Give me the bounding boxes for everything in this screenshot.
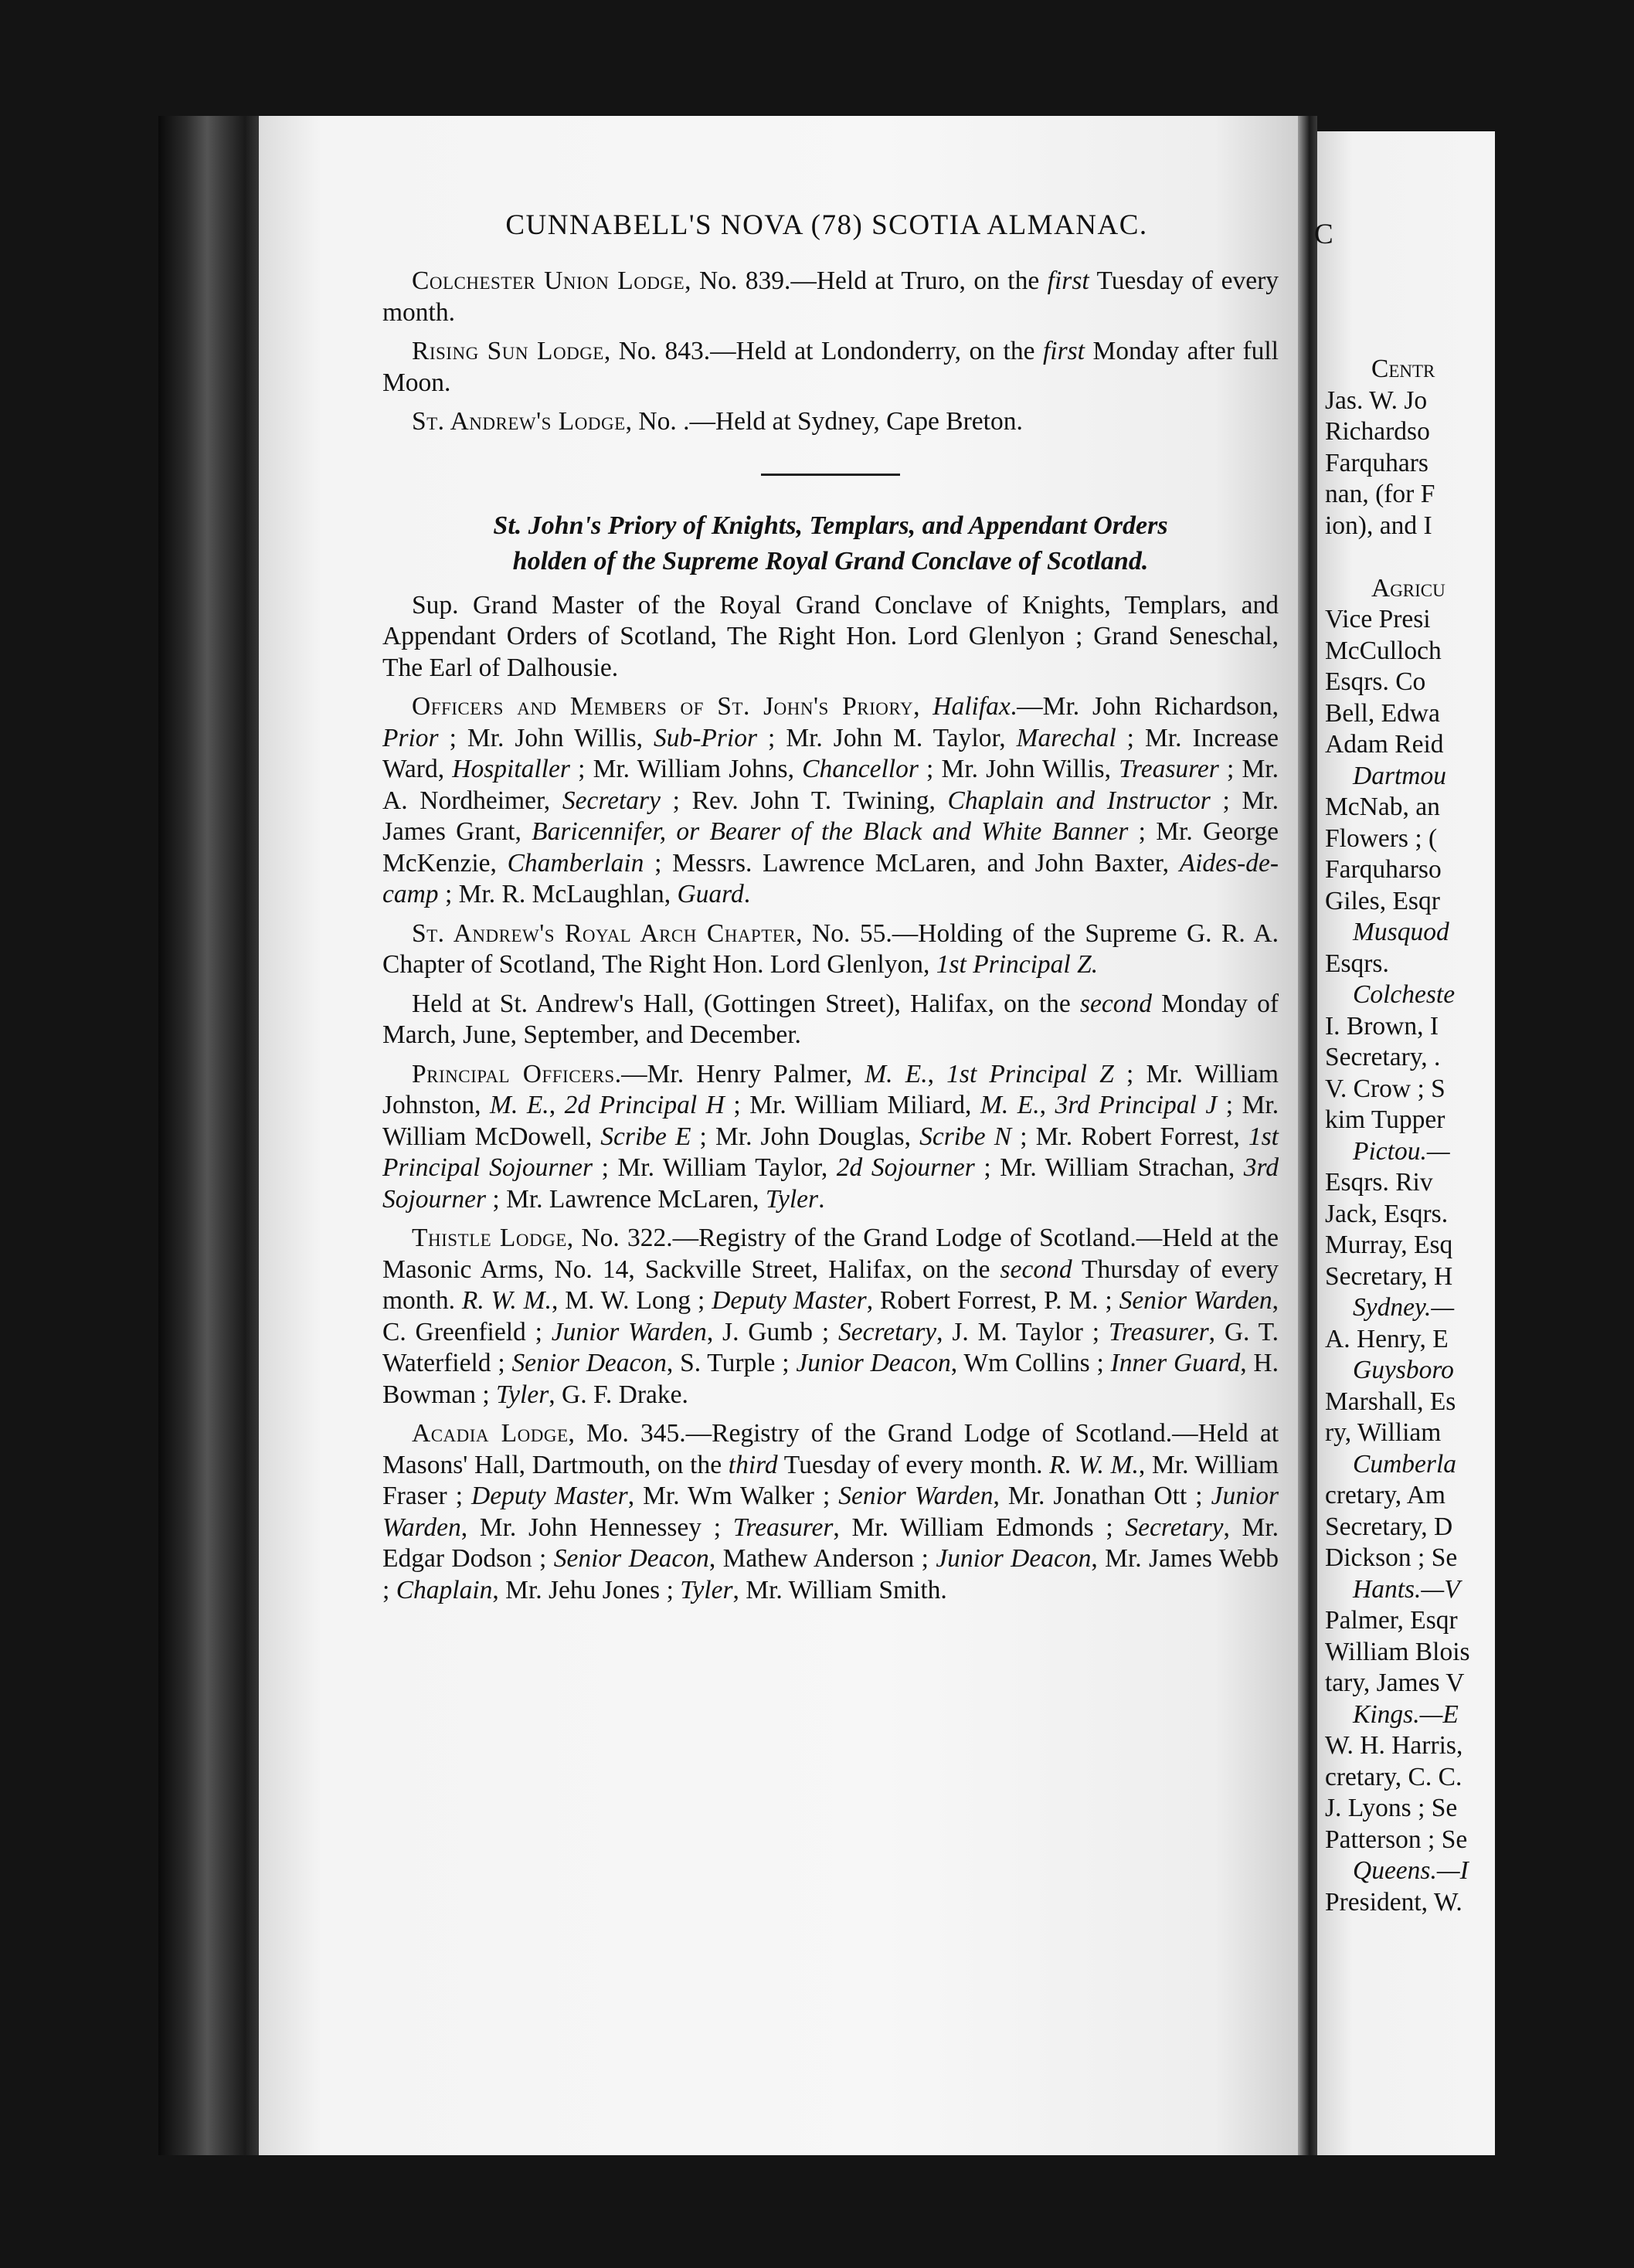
meeting-detail: Monday of March, June, September, and December. — [382, 989, 1279, 1049]
facing-page-line: ry, William — [1325, 1418, 1442, 1447]
facing-page-line: Dickson ; Se — [1325, 1543, 1458, 1572]
lodge-detail: , Mo. 345.—Registry of the Grand Lodge of Scotland.—Held at Masons' Hall, Dartmouth, on the — [382, 1419, 1279, 1479]
page-content — [382, 209, 1279, 1614]
officer-role: 1st Principal Sojourner — [382, 1122, 1279, 1182]
facing-page-line: tary, James V — [1325, 1669, 1465, 1697]
facing-page-line — [1325, 542, 1634, 573]
officer-name: Mr. James Grant — [382, 786, 1279, 846]
facing-page-line: Palmer, Esqr — [1325, 1606, 1458, 1635]
officer-name: S. Turple — [680, 1349, 776, 1377]
officer-title: Tyler — [496, 1380, 549, 1409]
officer-title: M. E. — [865, 1059, 928, 1088]
officer-name: Mathew Anderson — [722, 1544, 915, 1573]
officer-title: Treasurer — [1108, 1317, 1209, 1346]
chapter-detail: , No. 55.—Holding of the Supreme G. R. A. Chapter of Scotland, The Right Hon. Lord Glenlyon, — [382, 918, 1279, 979]
facing-page-line: Secretary, . — [1325, 1043, 1441, 1071]
officer-role: Tyler — [765, 1184, 819, 1214]
facing-page-line: cretary, C. C. — [1325, 1762, 1462, 1791]
officer-name: Mr. Lawrence McLaren — [506, 1184, 753, 1214]
facing-page-line: Dartmou — [1353, 761, 1446, 790]
lodge-name: Acadia Lodge — [412, 1419, 569, 1448]
lodge-day: first — [1047, 267, 1089, 295]
facing-page-line: Pictou.— — [1353, 1136, 1450, 1166]
left-page — [259, 116, 1298, 2155]
officer-title: Treasurer — [1119, 755, 1219, 783]
officer-title: Junior Deacon — [796, 1349, 951, 1377]
officer-name: Mr. William Johnston — [382, 1059, 1279, 1119]
officer-name: Mr. Robert Forrest — [1035, 1122, 1234, 1151]
officers-lead: Officers and Members of St. John's Priory — [412, 692, 914, 721]
principal-lead: Principal Officers — [412, 1059, 615, 1088]
lodge-entry — [382, 336, 1279, 399]
facing-page-line: Bell, Edwa — [1325, 698, 1440, 728]
officer-name: C. Greenfield — [382, 1317, 526, 1346]
royal-arch-meeting — [382, 989, 1279, 1051]
officer-name: Mr. William Strachan — [1000, 1153, 1228, 1182]
lodge-detail: , No. .—Held at Sydney, Cape Breton. — [625, 407, 1023, 436]
officer-title: Marechal — [1016, 723, 1116, 752]
facing-page-line: Sydney.— — [1353, 1293, 1455, 1322]
officer-role: 2d Principal H — [564, 1091, 725, 1119]
facing-page-line — [1325, 323, 1634, 355]
facing-page-line: Guysboro — [1353, 1356, 1454, 1384]
section-heading-line1: St. John's Priory of Knights, Templars, and Appendant Orders — [493, 511, 1168, 540]
officer-name: Mr. Henry Palmer — [647, 1059, 846, 1088]
officer-title: Junior Warden — [551, 1317, 707, 1346]
officer-name: Mr. Jonathan Ott — [1007, 1482, 1187, 1510]
facing-page-line: J. Lyons ; Se — [1325, 1794, 1458, 1822]
facing-page-line: Patterson ; Se — [1325, 1825, 1468, 1854]
lodge-detail: Tuesday of every month. — [382, 267, 1279, 327]
officer-title: Secretary — [562, 786, 661, 815]
royal-arch-chapter — [382, 918, 1279, 981]
sup-grand-master: Sup. Grand Master of the Royal Grand Conclave of Knights, Templars, and Appendant Orders of Scotland, The Right Hon. Lord Glenlyon ; Grand Seneschal, The Earl of Dalhousie. — [382, 590, 1279, 682]
lodge-detail: , No. 322.—Registry of the Grand Lodge of Scotland.—Held at the Masonic Arms, No. 14, Sackville Street, Halifax, on the — [382, 1224, 1279, 1284]
facing-page-line — [1325, 291, 1634, 323]
principal-officers: Principal Officers.—Mr. Henry Palmer, M. E., 1st Principal Z ; Mr. William Johnston, M. E., 2d Principal H ; Mr. William Miliard, M. E., 3rd Principal J ; Mr. William McDowell, Scribe E ; Mr. John Douglas, Scribe N ; Mr. Robert Forrest, 1st Principal Sojourner ; Mr. William Taylor, 2d Sojourner ; Mr. William Strachan, 3rd Sojourner ; Mr. Lawrence McLaren, Tyler. — [382, 1059, 1279, 1214]
facing-page-line: nan, (for F — [1325, 480, 1435, 508]
facing-page-line: McCulloch — [1325, 636, 1442, 665]
officer-title: R. W. M. — [1049, 1450, 1139, 1479]
officer-name: Robert Forrest, P. M. — [879, 1286, 1099, 1315]
lodge-entry — [382, 266, 1279, 328]
officer-name: Mr. William Smith. — [746, 1575, 947, 1604]
officer-role: Scribe E — [600, 1122, 691, 1151]
facing-page-line: Esqrs. Co — [1325, 667, 1426, 696]
facing-page-line: Giles, Esqr — [1325, 886, 1440, 915]
officers-place: Halifax — [933, 692, 1011, 721]
lodge-detail: Monday after full Moon. — [382, 337, 1279, 397]
chapter-principal: 1st Principal Z. — [936, 950, 1099, 979]
officer-title: M. E. — [490, 1091, 549, 1119]
officer-title: Hospitaller — [452, 755, 570, 783]
officer-name: Mr. Edgar Dodson — [382, 1513, 1279, 1573]
facing-page — [1314, 131, 1495, 2155]
facing-page-line: Cumberla — [1353, 1449, 1456, 1479]
officer-name: Mr. R. McLaughlan — [458, 880, 664, 908]
facing-page-line: Jas. W. Jo — [1325, 385, 1428, 415]
officer-name: Mr. John M. Taylor — [786, 723, 1000, 752]
facing-page-line: Colcheste — [1353, 980, 1456, 1009]
facing-page-line — [1325, 260, 1634, 292]
facing-page-text — [1325, 229, 1634, 1918]
facing-page-line: ion), and I — [1325, 511, 1432, 540]
facing-page-line: McNab, an — [1325, 793, 1440, 821]
officer-role: Scribe N — [919, 1122, 1012, 1151]
officer-title: Aides-de-camp — [382, 848, 1279, 908]
acadia-lodge: Acadia Lodge, Mo. 345.—Registry of the Grand Lodge of Scotland.—Held at Masons' Hall, Dartmouth, on the third Tuesday of every month. R. W. M., Mr. William Fraser ; Deputy Master, Mr. Wm Walker ; Senior Warden, Mr. Jonathan Ott ; Junior Warden, Mr. John Hennessey ; Treasurer, Mr. William Edmonds ; Secretary, Mr. Edgar Dodson ; Senior Deacon, Mathew Anderson ; Junior Deacon, Mr. James Webb ; Chaplain, Mr. Jehu Jones ; Tyler, Mr. William Smith. — [382, 1419, 1279, 1604]
officer-name: Mr. John Hennessey — [479, 1513, 702, 1542]
facing-page-header: C — [1314, 219, 1333, 250]
officer-name: Mr. Wm Walker — [643, 1482, 814, 1510]
officer-name: M. W. Long — [565, 1286, 691, 1315]
officer-title: Chancellor — [802, 755, 919, 783]
officer-role: 1st Principal Z — [946, 1059, 1114, 1088]
lodge-day: third — [728, 1450, 778, 1479]
chapter-name: St. Andrew's Royal Arch Chapter — [412, 918, 797, 948]
officer-name: Mr. George McKenzie — [382, 817, 1279, 878]
meeting-detail: Held at St. Andrew's Hall, (Gottingen Street), Halifax, on the — [412, 989, 1080, 1018]
facing-page-line: kim Tupper — [1325, 1105, 1445, 1134]
officer-title: Junior Warden — [382, 1482, 1279, 1542]
facing-page-line: Flowers ; ( — [1325, 823, 1438, 853]
officer-title: Secretary — [1125, 1513, 1224, 1542]
facing-page-line: Farquhars — [1325, 448, 1428, 477]
section-divider — [761, 474, 900, 476]
officer-title: Guard — [677, 880, 744, 908]
officer-name: Mr. John Douglas — [715, 1122, 905, 1151]
facing-page-line: Hants.—V — [1353, 1574, 1460, 1604]
officer-name: G. T. Waterfield — [382, 1317, 1279, 1377]
book-spine — [158, 116, 267, 2155]
officer-name: J. Gumb — [722, 1317, 814, 1346]
officer-title: Treasurer — [732, 1513, 834, 1542]
officer-title: Baricennifer, or Bearer of the Black and White Banner — [532, 817, 1129, 846]
facing-page-line: William Blois — [1325, 1637, 1470, 1666]
lodge-detail: , No. 839.—Held at Truro, on the — [685, 267, 1048, 295]
officer-name: Mr. A. Nordheimer — [382, 755, 1279, 815]
facing-page-line: Agricu — [1371, 573, 1445, 603]
facing-page-line: Kings.—E — [1353, 1699, 1459, 1729]
officer-role: 3rd Sojourner — [382, 1153, 1279, 1214]
lodge-name: St. Andrew's Lodge — [412, 407, 626, 436]
officer-title: Deputy Master — [471, 1482, 628, 1510]
officer-title: Deputy Master — [712, 1286, 867, 1315]
running-header: CUNNABELL'S NOVA (78) SCOTIA ALMANAC. — [505, 209, 1148, 241]
officer-title: Senior Warden — [1119, 1286, 1272, 1315]
facing-page-line: Jack, Esqrs. — [1325, 1199, 1449, 1228]
lodge-name: Thistle Lodge — [412, 1224, 567, 1252]
officer-title: Chaplain — [396, 1575, 493, 1604]
priory-officers: Officers and Members of St. John's Priory, Halifax.—Mr. John Richardson, Prior ; Mr. John Willis, Sub-Prior ; Mr. John M. Taylor, Marechal ; Mr. Increase Ward, Hospitaller ; Mr. William Johns, Chancellor ; Mr. John Willis, Treasurer ; Mr. A. Nordheimer, Secretary ; Rev. John T. Twining, Chaplain and Instructor ; Mr. James Grant, Baricennifer, or Bearer of the Black and White Banner ; Mr. George McKenzie, Chamberlain ; Messrs. Lawrence McLaren, and John Baxter, Aides-de-camp ; Mr. R. McLaughlan, Guard. — [382, 692, 1279, 908]
officer-name: Mr. William McDowell — [382, 1091, 1279, 1151]
facing-page-line: Secretary, H — [1325, 1261, 1453, 1291]
officer-title: Senior Deacon — [553, 1544, 709, 1573]
officer-name: Rev. John T. Twining — [691, 786, 929, 815]
officer-title: Prior — [382, 723, 439, 752]
officer-title: Chaplain and Instructor — [947, 786, 1211, 815]
officer-name: Wm Collins — [963, 1349, 1090, 1377]
facing-page-line: Musquod — [1353, 918, 1449, 946]
facing-page-line: Centr — [1371, 355, 1435, 383]
officer-title: Senior Deacon — [511, 1349, 667, 1377]
officer-name: Mr. Jehu Jones — [505, 1575, 661, 1604]
officer-role: 2d Sojourner — [836, 1153, 975, 1182]
officer-name: Mr. John Richardson — [1042, 692, 1272, 721]
officer-name: Mr. John Willis — [467, 723, 637, 752]
officer-role: 3rd Principal J — [1055, 1091, 1218, 1119]
lodge-day: second — [1000, 1255, 1072, 1284]
officer-title: Tyler — [680, 1575, 733, 1604]
officer-name: Messrs. Lawrence McLaren, and John Baxter — [672, 848, 1163, 878]
lodge-detail: Thursday of every month. — [382, 1255, 1279, 1315]
lodge-day: first — [1042, 337, 1085, 365]
officer-name: Mr. William Taylor — [617, 1153, 821, 1182]
lodge-name: Colchester Union Lodge — [412, 267, 685, 295]
officer-title: Secretary — [838, 1317, 937, 1346]
officer-title: Sub-Prior — [654, 723, 758, 752]
facing-page-line: Marshall, Es — [1325, 1387, 1456, 1416]
officer-title: M. E. — [980, 1091, 1040, 1119]
facing-page-line: V. Crow ; S — [1325, 1074, 1445, 1103]
officer-title: Senior Warden — [838, 1482, 994, 1510]
officer-title: Junior Deacon — [936, 1544, 1092, 1573]
officer-name: H. Bowman — [382, 1349, 1279, 1409]
officer-title: Inner Guard — [1110, 1349, 1241, 1377]
facing-page-line: President, W. — [1325, 1887, 1462, 1917]
officer-title: R. W. M. — [461, 1286, 552, 1315]
officer-name: Mr. James Webb — [1105, 1544, 1279, 1573]
meeting-day: second — [1079, 989, 1153, 1018]
officer-name: Mr. William Fraser — [382, 1450, 1279, 1510]
officer-name: Mr. William Miliard — [749, 1091, 966, 1119]
officer-name: G. F. Drake. — [562, 1380, 688, 1409]
facing-page-line — [1325, 229, 1634, 260]
officer-title: Chamberlain — [507, 848, 644, 878]
officer-name: Mr. John Willis — [941, 755, 1105, 783]
lodge-detail: , No. 843.—Held at Londonderry, on the — [603, 337, 1043, 365]
facing-page-line: Vice Presi — [1325, 605, 1431, 633]
facing-page-line: Esqrs. — [1325, 949, 1389, 978]
facing-page-line: Adam Reid — [1325, 730, 1444, 759]
facing-page-line: Esqrs. Riv — [1325, 1168, 1433, 1197]
facing-page-line: Richardso — [1325, 417, 1430, 446]
facing-page-line: Farquharso — [1325, 855, 1442, 884]
facing-page-line: Secretary, D — [1325, 1512, 1453, 1541]
facing-page-line: I. Brown, I — [1325, 1011, 1439, 1041]
facing-page-line: W. H. Harris, — [1325, 1731, 1463, 1760]
facing-page-line: Murray, Esq — [1325, 1231, 1453, 1259]
officer-name: J. M. Taylor — [952, 1317, 1083, 1346]
lodge-entry — [382, 406, 1279, 438]
facing-page-line: Queens.—I — [1353, 1856, 1469, 1885]
section-heading-line2: holden of the Supreme Royal Grand Conclave of Scotland. — [512, 546, 1149, 575]
officer-name: Mr. William Edmonds — [851, 1513, 1094, 1542]
officer-name: Mr. Increase Ward — [382, 723, 1279, 783]
officer-name: Mr. William Johns — [593, 755, 788, 783]
thistle-lodge: Thistle Lodge, No. 322.—Registry of the Grand Lodge of Scotland.—Held at the Masonic Arms, No. 14, Sackville Street, Halifax, on the second Thursday of every month. R. W. M., M. W. Long ; Deputy Master, Robert Forrest, P. M. ; Senior Warden, C. Greenfield ; Junior Warden, J. Gumb ; Secretary, J. M. Taylor ; Treasurer, G. T. Waterfield ; Senior Deacon, S. Turple ; Junior Deacon, Wm Collins ; Inner Guard, H. Bowman ; Tyler, G. F. Drake. — [382, 1224, 1279, 1409]
facing-page-line: A. Henry, E — [1325, 1324, 1449, 1353]
lodge-list — [382, 266, 1279, 438]
lodge-name: Rising Sun Lodge — [412, 337, 604, 365]
book-gutter — [1298, 116, 1317, 2155]
facing-page-line: cretary, Am — [1325, 1481, 1445, 1509]
lodge-detail: Tuesday of every month. — [777, 1450, 1043, 1479]
section-heading — [382, 508, 1279, 579]
